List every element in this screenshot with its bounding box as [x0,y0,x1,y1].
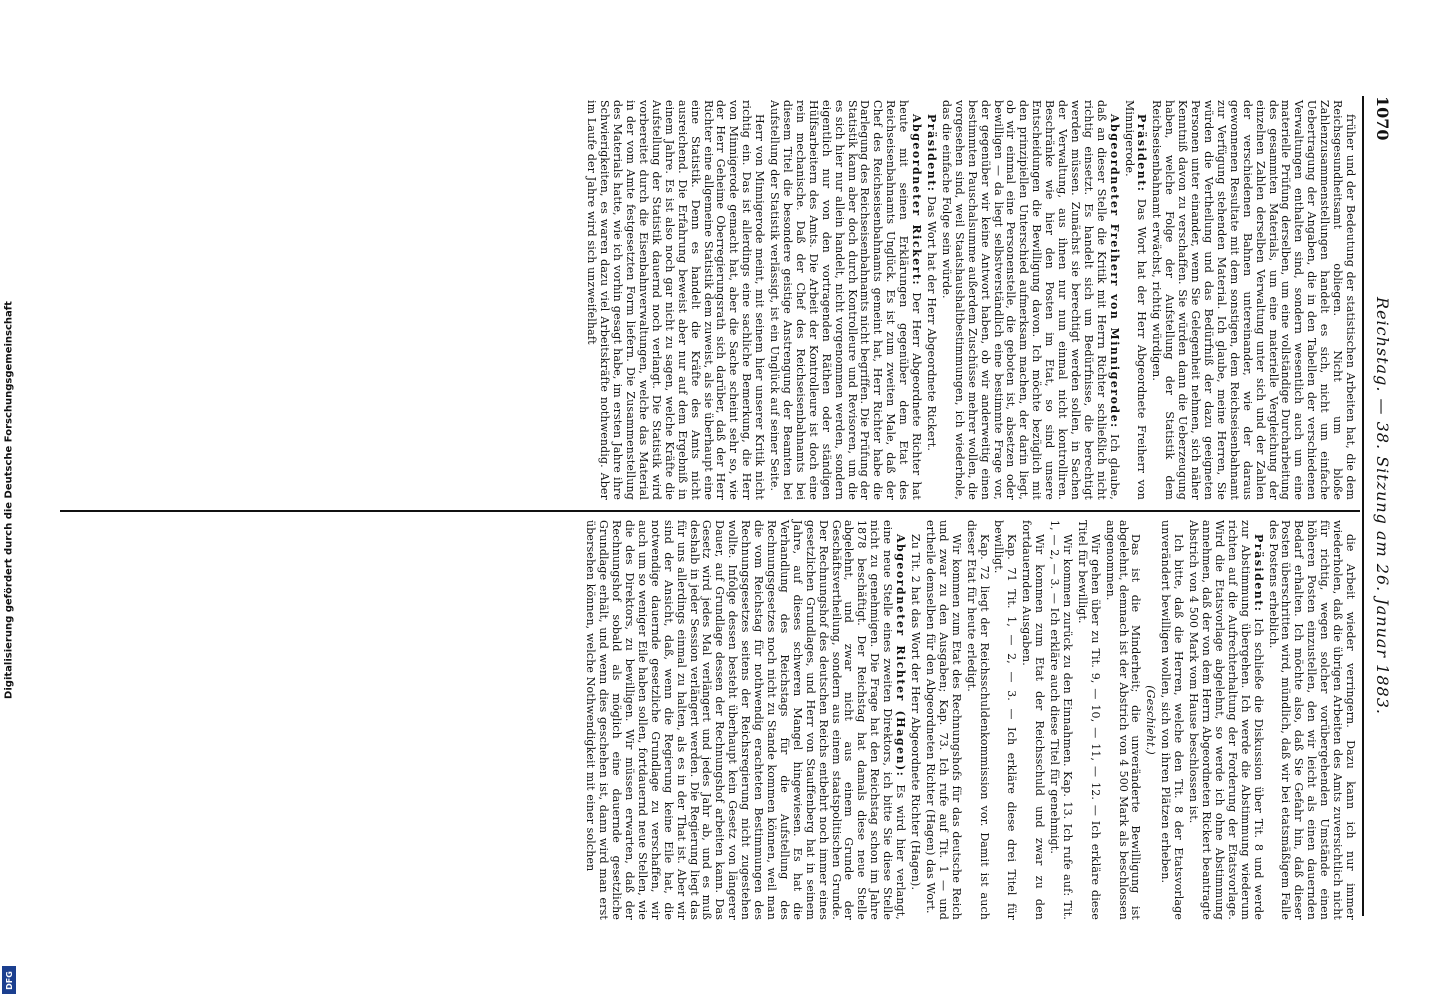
paragraph: Wir gehen über zu Tit. 9, — 10, — 11, — 12. — Ich erkläre diese Titel für bewilligt. [1075,520,1102,920]
right-column [581,520,1356,920]
paragraph: Präsident: Ich schließe die Diskussion über Tit. 8 und werde zur Abstimmung übergehen. Ich werde die Abstimmung wiederum richten auf die Aufrechterhaltung der Forderung der Etatsvorlage. Wird die Etatsvorlage abgelehnt, so werde ich ohne Abstimmung annehmen, daß der von dem Herrn Abgeordneten Rickert beantragte Abstrich von 4 500 Mark vom Hause beschlossen ist. [1187,520,1265,920]
paragraph: Ich bitte, daß die Herren, welche den Tit. 8 der Etatsvorlage unverändert bewilligen wollen, sich von ihren Plätzen erheben. [1159,520,1186,920]
page-number: 1070 [1373,96,1392,141]
speaker-label: Abgeordneter Richter (Hagen): [894,534,908,778]
digitization-credit [0,0,18,1000]
paragraph: Abgeordneter Richter (Hagen): Es wird hier verlangt, eine neue Stelle eines zweiten Direktors, ich bitte Sie diese Stelle nicht zu genehmigen. Die Frage hat den Reichstag schon im Jahre 1878 beschäftigt. Der Reichstag hat damals diese neue Stelle abgelehnt, und zwar nicht aus einem Grunde der Geschäftsvertheilung, sondern aus einem staatspolitischen Grunde. Der Rechnungshof des deutschen Reichs entbehrt noch immer eines gesetzlichen Grundlages, und Herr von Stauffenberg hat in seinem Jahre, auf dieses schweren Mangel hingewiesen. Es hat die Verhandlung des Reichstags für die Aufstellung des Rechnungsgesetzes noch nicht zu Stande kommen können, weil man die vom Reichstag für nothwendig erachteten Bestimmungen des Rechnungsgesetzes seitens der Reichsregierung nicht zugestehen wollte. Infolge dessen besteht überhaupt kein Gesetz von längerer Dauer, auf Grundlage dessen der Rechnungshof arbeiten kann. Das Gesetz wird jedes Mal verlängert und jedes Jahr ab, und es muß deshalb in jeder Session verlängert werden. Die Regierung liegt das für uns allerdings einmal zu halten, als es in der That ist. Aber wir sind der Ansicht, daß, wenn die Regierung keine Eile hat, die notwendige dauernde gesetzliche Grundlage zu verschaffen, wir auch um so weniger Eile haben sollen, fortdauernd neue Stellen, wie die des Direktors, zu bewilligen. Wir müssen erwarten, daß der Rechnungshof sobald als möglich eine dauernde gesetzliche Grundlage erhält, und wenn dies geschehen ist, dann wird man erst übersehen können, welche Nothwendigkeit mit einer solchen [584,520,908,920]
paragraph: Präsident: Das Wort hat der Herr Abgeordnete Freiherr von Minnigerode. [1122,100,1149,500]
speaker-label: Präsident: [925,114,938,193]
paragraph: Zu Tit. 2 hat das Wort der Herr Abgeordnete Richter (Hagen). [909,534,922,891]
left-column [583,100,1356,500]
speaker-label: Präsident: [1251,534,1265,613]
paragraph: Wir kommen zum Etat der Reichsschuld und zwar zu den fortdauernden Ausgaben. [1020,520,1047,920]
paragraph: Herr von Minnigerode meint, mit seinem hier unserer Kritik nicht richtig ein. Das ist allerdings eine sachliche Bemerkung, die Herr von Minnigerode gemacht hat, aber die Sache scheint sehr so, wie der Herr Geheime Oberregierungsrath sich darüber, daß der Herr Richter eine allgemeine Statistik dem zuweist, als sie überhaupt eine eine Statistik. Denn es handelt die Kräfte des Amts nicht ausreichend. Die Erfahrung beweist aber nur auf dem Ergebniß in einem Jahre. Es ist also noch gar nicht zu sagen, welche Kräfte die Aufstellung der Statistik dauernd noch verlangt. Die Statistik wird vorbereitet durch die Eisenbahnverwaltungen, welche das Material in der vom Amte festgesetzten Form liefern. Die Zusammenstellung des Materials hatte, wie ich vorhin gesagt habe, im ersten Jahre ihre Schwierigkeiten, es waren dazu viel Arbeitskräfte nothwendig. Aber im Laufe der Jahre wird sich unzweifelhaft [585,100,767,500]
page-header [1366,96,1392,916]
paragraph: die Arbeit wieder verringern. Dazu kann ich nur immer wiederholen, daß die übrigen Arbeiten des Amts zuversichtlich nicht für richtig, wegen solcher vorübergehenden Umstände einen höheren Posten einzustellen, den wir leicht als einen dauernden Bedarf erhalten. Ich möchte also, daß Sie Gefahr hin, daß dieser Posten überschritten wird, mündlich, daß wir bei etatsmäßigem Falle des Postens erheblich. [1266,520,1357,920]
column-divider [60,510,1360,512]
paragraph: Präsident: Das Wort hat der Herr Abgeordnete Rickert. [925,114,938,452]
stage-direction: (Geschieht.) [1144,685,1158,755]
paragraph: Abgeordneter Rickert: Der Herr Abgeordnete Richter hat heute mit seinen Erklärungen gegenüber dem Etat des Reichseisenbahnamts Unglück. Es ist zum zweiten Male, daß der Chef des Reichseisenbahnamts gemeint hat, Herr Richter habe die Darlegung des Reichseisenbahnamts nicht begriffen. Die Prüfung der Statistik kann aber doch durch Kontrolleure und Revisoren, um die es sich hier nur allein handelt, nicht vorgenommen werden, sondern eigentlich nur von den vortragenden Räthen oder ständigen Hülfsarbeitern des Amts. Die Arbeit der Kontrolleure ist doch eine rein mechanische. Daß der Chef des Reichseisenbahnamts bei diesem Titel die besondere geistige Anstrengung der Beamten bei Aufstellung der Statistik verlässigt, ist ein Unglück auf seiner Seite. [768,100,924,500]
header-rule [1362,96,1364,916]
paragraph: Kap. 72 liegt der Reichsschuldenkommission vor. Damit ist auch dieser Etat für heute erledigt. [964,520,991,920]
paragraph: Kap. 71 Tit. 1, — 2, — 3. — Ich erkläre diese drei Titel für bewilligt. [992,520,1019,920]
paragraph: Wir kommen zum Etat des Rechnungshofs für das deutsche Reich und zwar zu den Ausgaben; Kap. 73. Ich rufe auf Tit. 1 — und ertheile demselben für den Abgeordneten Richter (Hagen) das Wort. [923,520,963,920]
paragraph: früher und der Bedeutung der statistischen Arbeiten hat, die dem Reichsgesundheitsamt obliegen. Nicht um bloße Zahlenzusammenstellungen handelt es sich, nicht um einfache Uebertragung der Angaben, die in den Tabellen der verschiedenen Verwaltungen enthalten sind, sondern wesentlich auch um eine materielle Prüfung derselben, um eine vollständige Durcharbeitung des gesammten Materials, um eine materielle Vergleichung der einzelnen Zahlen derselben Verwaltung unter sich und der Zahlen der verschiedenen Bahnen untereinander, wie der daraus gewonnenen Resultate mit dem sonstigen, dem Reichseisenbahnamt zur Verfügung stehenden Material. Ich glaube, meine Herren, Sie würden die Vertheilung und das Bedürfniß der dazu geeigneten Personen unter einander, wenn Sie Gelegenheit nehmen, sich näher Kenntniß davon zu verschaffen. Sie würden dann die Ueberzeugung haben, welche Folge der Aufstellung der Statistik dem Reichseisenbahnamt erwächst, richtig würdigen. [1150,100,1357,500]
paragraph: Abgeordneter Freiherr von Minnigerode: Ich glaube, daß an dieser Stelle die Kritik mit Herrn Richter schließlich nicht richtig einsetzt. Es handelt sich um Bedürfnisse, die berechtigt werden müssen. Zunächst sie berechtigt werden sollen, in Sachen der Verwaltung, aus ihnen nur nun einmal nicht kontrolliren. Beschränke wie hier den Posten im Etat, so sind unsere Entscheidungen die Bewilligung davon. Ich möchte bezüglich mit den prinzipiellen Unterschied aufmerksam machen, der darin liegt, ob wir einmal eine Personenstelle, die geboten ist, absetzen oder bewilligen — da liegt selbstverständlich eine bestimmte Frage vor, der gegenüber wir keine Antwort haben, ob wir anderweitig einen bestimmten Pauschalsumme außerdem Zuschüsse mehrer wollen, die vorgesehen sind, weil Staatshaushaltbestimmungen, ich wiederhole, das die einfache Folge sein würde. [939,100,1121,500]
paragraph: Wir kommen zurück zu den Einnahmen. Kap. 13. Ich rufe auf: Tit. 1, — 2, — 3. — Ich erkläre auch diese Titel für genehmigt. [1048,520,1074,920]
speaker-label: Präsident: [1135,114,1149,193]
paragraph: Das ist die Minderheit; die unveränderte Bewilligung ist abgelehnt, demnach ist der Abstrich von 4 500 Mark als beschlossen angenommen. [1103,520,1143,920]
speaker-label: Abgeordneter Rickert: [910,114,924,287]
credit-text: Digitalisierung gefördert durch die Deutsche Forschungsgemeinschaft [3,301,15,699]
dfg-logo [2,966,16,994]
logo-text: DFG [4,970,14,990]
running-title: Reichstag. — 38. Sitzung am 26. Januar 1883. [1373,297,1392,715]
speaker-label: Abgeordneter Freiherr von Minnigerode: [1107,114,1121,429]
